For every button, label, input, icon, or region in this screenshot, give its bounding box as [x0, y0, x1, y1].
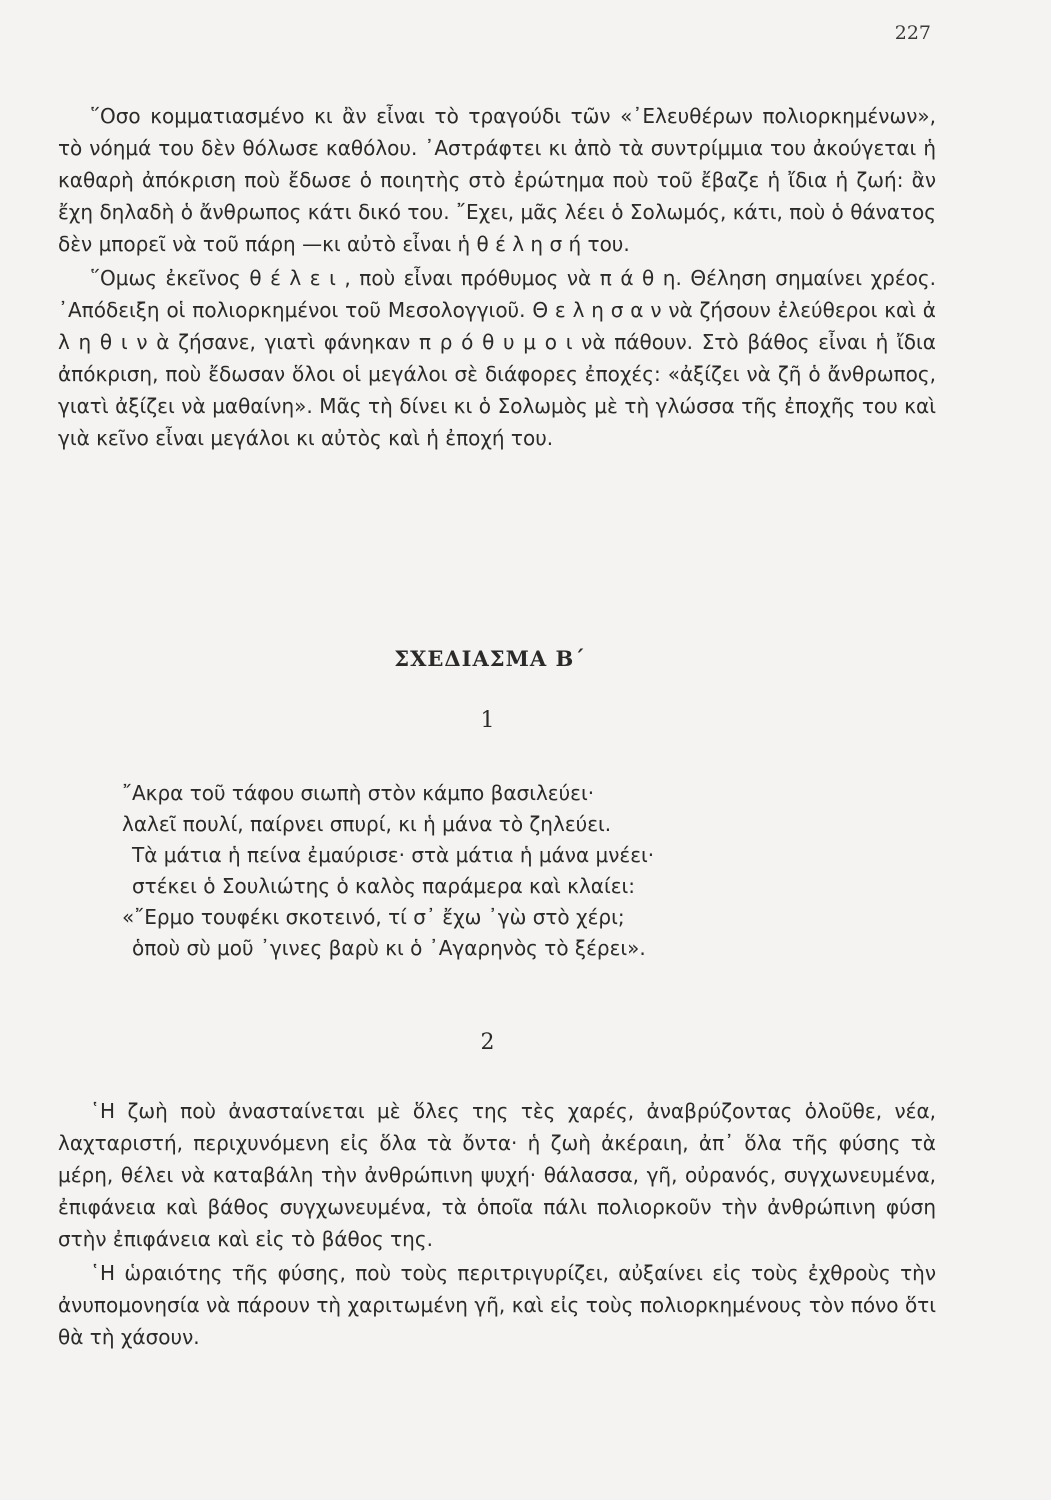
- page-number: 227: [894, 22, 931, 44]
- poem-line: ὁποὺ σὺ μοῦ ᾿γινες βαρὺ κι ὁ ᾿Αγαρηνὸς τὸ ξέρει».: [132, 936, 646, 960]
- section-2-paragraph: ῾Η ζωὴ ποὺ ἀνασταίνεται μὲ ὅλες της τὲς χαρές, ἀναβρύζοντας ὁλοῦθε, νέα, λαχταριστή, περιχυνόμενη εἰς ὅλα τὰ ὄντα· ἡ ζωὴ ἀκέραιη, ἀπ᾿ ὅλα τῆς φύσης τὰ μέρη, θέλει νὰ καταβάλη τὴν ἀνθρώπινη ψυχή· θάλασσα, γῆ, οὐρανός, συγχωνευμένα, ἐπιφάνεια καὶ βάθος συγχωνευμένα, τὰ ὁποῖα πάλι πολιορκοῦν τὴν ἀνθρώπινη φύση στὴν ἐπιφάνεια καὶ εἰς τὸ βάθος της.: [58, 1099, 936, 1251]
- poem: [122, 778, 942, 964]
- poem-line: στέκει ὁ Σουλιώτης ὁ καλὸς παράμερα καὶ κλαίει:: [132, 874, 636, 898]
- section-2-paragraph: ῾Η ὡραιότης τῆς φύσης, ποὺ τοὺς περιτριγυρίζει, αὐξαίνει εἰς τοὺς ἐχθροὺς τὴν ἀνυπομονησία νὰ πάρουν τὴ χαριτωμένη γῆ, καὶ εἰς τοὺς πολιορκημένους τὸν πόνο ὅτι θὰ τὴ χάσουν.: [58, 1261, 936, 1349]
- intro-paragraph: ῞Οσο κομματιασμένο κι ἂν εἶναι τὸ τραγούδι τῶν «᾿Ελευθέρων πολιορκημένων», τὸ νόημά του δὲν θόλωσε καθόλου. ᾿Αστράφτει κι ἀπὸ τὰ συντρίμμια του ἀκούγεται ἡ καθαρὴ ἀπόκριση ποὺ ἔδωσε ὁ ποιητὴς στὸ ἐρώτημα ποὺ τοῦ ἔβαζε ἡ ἴδια ἡ ζωή: ἂν ἔχη δηλαδὴ ὁ ἄνθρωπος κάτι δικό του. ῎Εχει, μᾶς λέει ὁ Σολωμός, κάτι, ποὺ ὁ θάνατος δὲν μπορεῖ νὰ τοῦ πάρη —κι αὐτὸ εἶναι ἡ θ έ λ η σ ή του.: [58, 104, 936, 256]
- section-number-2: 2: [480, 1030, 495, 1055]
- intro-paragraph: ῞Ομως ἐκεῖνος θ έ λ ε ι , ποὺ εἶναι πρόθυμος νὰ π ά θ η. Θέληση σημαίνει χρέος. ᾿Απόδειξη οἱ πολιορκημένοι τοῦ Μεσολογγιοῦ. Θ ε λ η σ α ν νὰ ζήσουν ἐλεύθεροι καὶ ἀ λ η θ ι ν ὰ ζήσανε, γιατὶ φάνηκαν π ρ ό θ υ μ ο ι νὰ πάθουν. Στὸ βάθος εἶναι ἡ ἴδια ἀπόκριση, ποὺ ἔδωσαν ὅλοι οἱ μεγάλοι σὲ διάφορες ἐποχές: «ἀξίζει νὰ ζῆ ὁ ἄνθρωπος, γιατὶ ἀξίζει νὰ μαθαίνη». Μᾶς τὴ δίνει κι ὁ Σολωμὸς μὲ τὴ γλώσσα τῆς ἐποχῆς του καὶ γιὰ κεῖνο εἶναι μεγάλοι κι αὐτὸς καὶ ἡ ἐποχή του.: [58, 266, 936, 450]
- poem-line: λαλεῖ πουλί, παίρνει σπυρί, κι ἡ μάνα τὸ ζηλεύει.: [122, 812, 612, 836]
- section-number-1: 1: [480, 708, 495, 733]
- poem-line: ῎Ακρα τοῦ τάφου σιωπὴ στὸν κάμπο βασιλεύει·: [122, 781, 595, 805]
- section-heading: ΣΧΕΔΙΑΣΜΑ Β΄: [394, 646, 586, 671]
- poem-line: «῎Ερμο τουφέκι σκοτεινό, τί σ᾿ ἔχω ᾿γὼ στὸ χέρι;: [122, 905, 625, 929]
- section-2-text: [58, 1095, 936, 1353]
- intro-text: [58, 100, 936, 454]
- poem-line: Τὰ μάτια ἡ πείνα ἐμαύρισε· στὰ μάτια ἡ μάνα μνέει·: [132, 843, 655, 867]
